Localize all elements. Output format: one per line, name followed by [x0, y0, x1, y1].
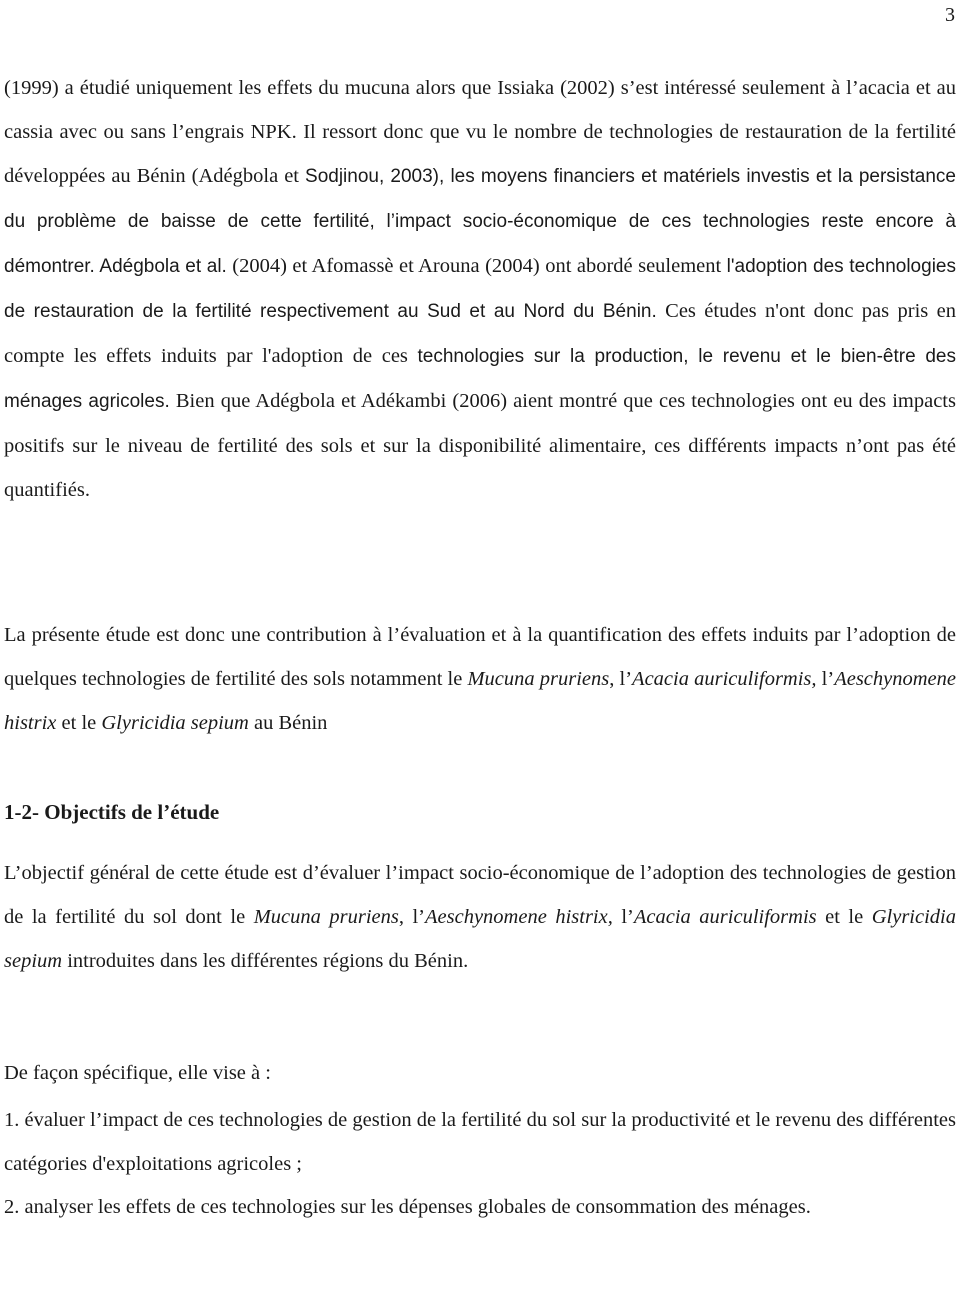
paragraph-objective-part-i: introduites dans les différentes régions du Bénin. [62, 950, 469, 972]
paragraph-specific-intro: De façon spécifique, elle vise à : [4, 1062, 271, 1084]
species-aeschynomene: Aeschynomene histrix, [425, 906, 613, 928]
paragraph-context-part-g: Bien que Adégbola et Adékambi (2006) aient montré que ces technologies ont eu des impacts positifs sur le niveau de fertilité des sols et sur la disponibilité alimentaire, ces différents impacts n’ont pas été quantifiés. [4, 390, 956, 501]
objective-item-2: 2. analyser les effets de ces technologies sur les dépenses globales de consommation des ménages. [4, 1196, 811, 1218]
page-number: 3 [945, 4, 955, 26]
paragraph-objective [4, 851, 956, 983]
paragraph-context-part-c: (2004) et Afomassè et Arouna (2004) ont abordé seulement [226, 255, 727, 277]
paragraph-context [4, 66, 956, 512]
paragraph-context-part-f: technologies sur la production, le revenu et le bien-être des ménages agricoles. [4, 346, 956, 412]
paragraph-objective-part-g: et le [816, 906, 872, 928]
species-glyricidia: Glyricidia sepium [4, 906, 956, 972]
paragraph-objective-part-e: l’ [612, 906, 634, 928]
paragraph-objective-part-c: , l’ [398, 906, 426, 928]
species-aeschynomene: Aeschynomene histrix [4, 668, 957, 734]
species-mucuna: Mucuna pruriens [467, 668, 610, 690]
paragraph-contribution-part-i: au Bénin [248, 712, 328, 734]
paragraph-contribution-part-a: La présente étude est donc une contribution à l’évaluation et à la quantification des effets induits par l’adoption de quelques technologies de fertilité des sols notamment le [4, 624, 956, 690]
paragraph-contribution [4, 613, 956, 745]
paragraph-context-part-b: Sodjinou, 2003), les moyens financiers et matériels investis et la persistance du problème de baisse de cette fertilité, l’impact socio-économique de ces technologies reste encore à démontrer. Adégbola et al. [4, 166, 956, 277]
species-acacia: Acacia auriculiformis, [632, 668, 817, 690]
paragraph-objective-part-a: L’objectif général de cette étude est d’évaluer l’impact socio-économique de l’adoption des technologies de gestion de la fertilité du sol dont le [4, 862, 956, 928]
paragraph-context-part-e: Ces études n'ont donc pas pris en compte les effets induits par l'adoption de ces [4, 300, 956, 367]
paragraph-contribution-part-c: , l’ [609, 668, 633, 690]
objective-item-1: 1. évaluer l’impact de ces technologies de gestion de la fertilité du sol sur la productivité et le revenu des différentes catégories d'exploitations agricoles ; [4, 1109, 956, 1175]
paragraph-context-part-d: l'adoption des technologies de restauration de la fertilité respectivement au Sud et au Nord du Bénin. [4, 256, 956, 322]
species-mucuna: Mucuna pruriens [253, 906, 399, 928]
section-heading: 1-2- Objectifs de l’étude [4, 800, 220, 824]
paragraph-context-part-a: (1999) a étudié uniquement les effets du mucuna alors que Issiaka (2002) s’est intéressé seulement à l’acacia et au cassia avec ou sans l’engrais NPK. Il ressort donc que vu le nombre de technologies de restauration de la fertilité développées au Bénin (Adégbola et [4, 77, 956, 187]
paragraph-contribution-part-g: et le [56, 712, 102, 734]
species-glyricidia: Glyricidia sepium [101, 712, 249, 734]
paragraph-contribution-part-e: l’ [816, 668, 835, 690]
species-acacia: Acacia auriculiformis [633, 906, 817, 928]
